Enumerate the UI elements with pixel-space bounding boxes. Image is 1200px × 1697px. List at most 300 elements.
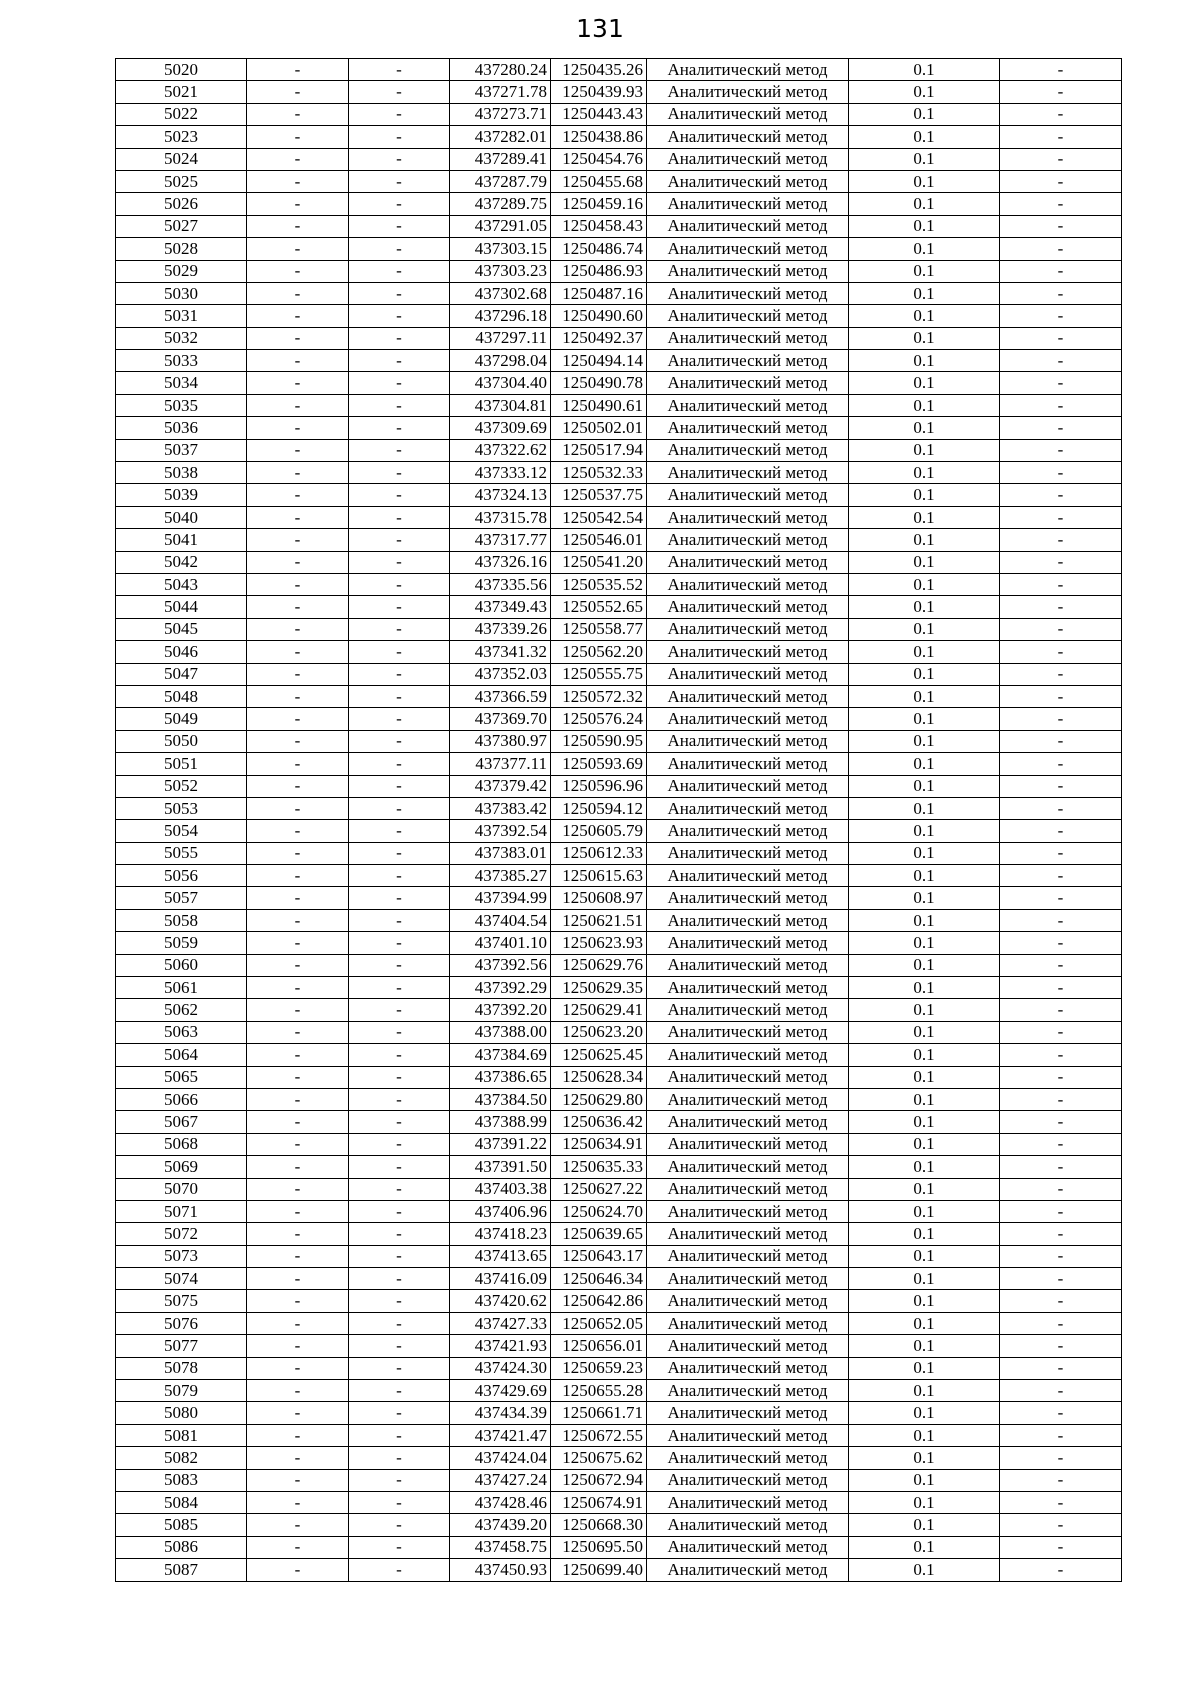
point-number-cell: 5031 bbox=[116, 305, 247, 327]
coord-x-cell: 437282.01 bbox=[450, 126, 551, 148]
accuracy-cell: 0.1 bbox=[849, 305, 1000, 327]
method-cell: Аналитический метод bbox=[647, 820, 849, 842]
note-cell: - bbox=[1000, 1559, 1122, 1581]
point-number-cell: 5028 bbox=[116, 238, 247, 260]
note-cell: - bbox=[1000, 1424, 1122, 1446]
accuracy-cell: 0.1 bbox=[849, 1335, 1000, 1357]
point-number-cell: 5083 bbox=[116, 1469, 247, 1491]
coord-x-cell: 437404.54 bbox=[450, 909, 551, 931]
empty-col-1-cell: - bbox=[247, 215, 349, 237]
note-cell: - bbox=[1000, 1178, 1122, 1200]
accuracy-cell: 0.1 bbox=[849, 1290, 1000, 1312]
method-cell: Аналитический метод bbox=[647, 1133, 849, 1155]
table-row bbox=[116, 1559, 1122, 1581]
note-cell: - bbox=[1000, 1290, 1122, 1312]
coord-y-cell: 1250558.77 bbox=[551, 618, 647, 640]
method-cell: Аналитический метод bbox=[647, 573, 849, 595]
method-cell: Аналитический метод bbox=[647, 1044, 849, 1066]
empty-col-1-cell: - bbox=[247, 685, 349, 707]
table-row bbox=[116, 1245, 1122, 1267]
accuracy-cell: 0.1 bbox=[849, 1044, 1000, 1066]
note-cell: - bbox=[1000, 708, 1122, 730]
point-number-cell: 5029 bbox=[116, 260, 247, 282]
accuracy-cell: 0.1 bbox=[849, 1223, 1000, 1245]
coord-x-cell: 437309.69 bbox=[450, 417, 551, 439]
coord-y-cell: 1250699.40 bbox=[551, 1559, 647, 1581]
empty-col-1-cell: - bbox=[247, 327, 349, 349]
coord-y-cell: 1250517.94 bbox=[551, 439, 647, 461]
coord-x-cell: 437352.03 bbox=[450, 663, 551, 685]
table-row bbox=[116, 820, 1122, 842]
empty-col-2-cell: - bbox=[349, 753, 450, 775]
empty-col-1-cell: - bbox=[247, 462, 349, 484]
empty-col-1-cell: - bbox=[247, 439, 349, 461]
coord-y-cell: 1250490.60 bbox=[551, 305, 647, 327]
method-cell: Аналитический метод bbox=[647, 1245, 849, 1267]
accuracy-cell: 0.1 bbox=[849, 1245, 1000, 1267]
empty-col-2-cell: - bbox=[349, 1492, 450, 1514]
point-number-cell: 5024 bbox=[116, 148, 247, 170]
accuracy-cell: 0.1 bbox=[849, 1178, 1000, 1200]
note-cell: - bbox=[1000, 977, 1122, 999]
method-cell: Аналитический метод bbox=[647, 1290, 849, 1312]
coord-y-cell: 1250542.54 bbox=[551, 506, 647, 528]
note-cell: - bbox=[1000, 1492, 1122, 1514]
point-number-cell: 5063 bbox=[116, 1021, 247, 1043]
method-cell: Аналитический метод bbox=[647, 1223, 849, 1245]
note-cell: - bbox=[1000, 126, 1122, 148]
empty-col-1-cell: - bbox=[247, 170, 349, 192]
empty-col-2-cell: - bbox=[349, 1559, 450, 1581]
empty-col-1-cell: - bbox=[247, 1290, 349, 1312]
method-cell: Аналитический метод bbox=[647, 842, 849, 864]
coord-y-cell: 1250490.78 bbox=[551, 372, 647, 394]
note-cell: - bbox=[1000, 1469, 1122, 1491]
accuracy-cell: 0.1 bbox=[849, 372, 1000, 394]
point-number-cell: 5082 bbox=[116, 1447, 247, 1469]
coord-y-cell: 1250576.24 bbox=[551, 708, 647, 730]
accuracy-cell: 0.1 bbox=[849, 685, 1000, 707]
method-cell: Аналитический метод bbox=[647, 260, 849, 282]
table-row bbox=[116, 977, 1122, 999]
accuracy-cell: 0.1 bbox=[849, 618, 1000, 640]
table-row bbox=[116, 842, 1122, 864]
coord-x-cell: 437386.65 bbox=[450, 1066, 551, 1088]
coord-y-cell: 1250594.12 bbox=[551, 797, 647, 819]
accuracy-cell: 0.1 bbox=[849, 663, 1000, 685]
accuracy-cell: 0.1 bbox=[849, 708, 1000, 730]
point-number-cell: 5036 bbox=[116, 417, 247, 439]
coord-y-cell: 1250623.20 bbox=[551, 1021, 647, 1043]
accuracy-cell: 0.1 bbox=[849, 350, 1000, 372]
table-row bbox=[116, 1402, 1122, 1424]
method-cell: Аналитический метод bbox=[647, 439, 849, 461]
empty-col-2-cell: - bbox=[349, 932, 450, 954]
table-row bbox=[116, 887, 1122, 909]
empty-col-2-cell: - bbox=[349, 1514, 450, 1536]
coord-x-cell: 437424.30 bbox=[450, 1357, 551, 1379]
empty-col-2-cell: - bbox=[349, 1268, 450, 1290]
empty-col-2-cell: - bbox=[349, 260, 450, 282]
accuracy-cell: 0.1 bbox=[849, 1380, 1000, 1402]
empty-col-1-cell: - bbox=[247, 126, 349, 148]
empty-col-1-cell: - bbox=[247, 708, 349, 730]
accuracy-cell: 0.1 bbox=[849, 977, 1000, 999]
accuracy-cell: 0.1 bbox=[849, 820, 1000, 842]
coord-y-cell: 1250608.97 bbox=[551, 887, 647, 909]
table-row bbox=[116, 1357, 1122, 1379]
empty-col-2-cell: - bbox=[349, 1536, 450, 1558]
point-number-cell: 5059 bbox=[116, 932, 247, 954]
point-number-cell: 5081 bbox=[116, 1424, 247, 1446]
empty-col-2-cell: - bbox=[349, 730, 450, 752]
accuracy-cell: 0.1 bbox=[849, 439, 1000, 461]
coord-x-cell: 437450.93 bbox=[450, 1559, 551, 1581]
table-row bbox=[116, 663, 1122, 685]
method-cell: Аналитический метод bbox=[647, 932, 849, 954]
note-cell: - bbox=[1000, 260, 1122, 282]
coord-x-cell: 437271.78 bbox=[450, 81, 551, 103]
accuracy-cell: 0.1 bbox=[849, 954, 1000, 976]
note-cell: - bbox=[1000, 730, 1122, 752]
method-cell: Аналитический метод bbox=[647, 1268, 849, 1290]
coord-x-cell: 437289.75 bbox=[450, 193, 551, 215]
coord-x-cell: 437388.99 bbox=[450, 1111, 551, 1133]
point-number-cell: 5053 bbox=[116, 797, 247, 819]
empty-col-1-cell: - bbox=[247, 1559, 349, 1581]
method-cell: Аналитический метод bbox=[647, 462, 849, 484]
note-cell: - bbox=[1000, 1044, 1122, 1066]
table-body bbox=[116, 59, 1122, 1582]
table-row bbox=[116, 238, 1122, 260]
point-number-cell: 5076 bbox=[116, 1312, 247, 1334]
table-row bbox=[116, 797, 1122, 819]
empty-col-2-cell: - bbox=[349, 327, 450, 349]
method-cell: Аналитический метод bbox=[647, 887, 849, 909]
table-row bbox=[116, 126, 1122, 148]
note-cell: - bbox=[1000, 865, 1122, 887]
coord-y-cell: 1250532.33 bbox=[551, 462, 647, 484]
empty-col-2-cell: - bbox=[349, 282, 450, 304]
point-number-cell: 5077 bbox=[116, 1335, 247, 1357]
note-cell: - bbox=[1000, 1111, 1122, 1133]
note-cell: - bbox=[1000, 954, 1122, 976]
empty-col-1-cell: - bbox=[247, 484, 349, 506]
note-cell: - bbox=[1000, 1021, 1122, 1043]
empty-col-2-cell: - bbox=[349, 238, 450, 260]
accuracy-cell: 0.1 bbox=[849, 81, 1000, 103]
method-cell: Аналитический метод bbox=[647, 753, 849, 775]
coord-x-cell: 437424.04 bbox=[450, 1447, 551, 1469]
point-number-cell: 5067 bbox=[116, 1111, 247, 1133]
note-cell: - bbox=[1000, 1200, 1122, 1222]
method-cell: Аналитический метод bbox=[647, 1424, 849, 1446]
point-number-cell: 5051 bbox=[116, 753, 247, 775]
empty-col-1-cell: - bbox=[247, 573, 349, 595]
point-number-cell: 5086 bbox=[116, 1536, 247, 1558]
empty-col-1-cell: - bbox=[247, 350, 349, 372]
method-cell: Аналитический метод bbox=[647, 1111, 849, 1133]
coord-x-cell: 437388.00 bbox=[450, 1021, 551, 1043]
coord-x-cell: 437392.29 bbox=[450, 977, 551, 999]
table-row bbox=[116, 1066, 1122, 1088]
empty-col-1-cell: - bbox=[247, 1178, 349, 1200]
method-cell: Аналитический метод bbox=[647, 708, 849, 730]
accuracy-cell: 0.1 bbox=[849, 1312, 1000, 1334]
coord-y-cell: 1250629.41 bbox=[551, 999, 647, 1021]
accuracy-cell: 0.1 bbox=[849, 1021, 1000, 1043]
coord-y-cell: 1250612.33 bbox=[551, 842, 647, 864]
empty-col-1-cell: - bbox=[247, 529, 349, 551]
note-cell: - bbox=[1000, 462, 1122, 484]
table-row bbox=[116, 1492, 1122, 1514]
coord-y-cell: 1250490.61 bbox=[551, 394, 647, 416]
method-cell: Аналитический метод bbox=[647, 1088, 849, 1110]
point-number-cell: 5073 bbox=[116, 1245, 247, 1267]
table-row bbox=[116, 1335, 1122, 1357]
point-number-cell: 5037 bbox=[116, 439, 247, 461]
table-row bbox=[116, 1424, 1122, 1446]
table-row bbox=[116, 439, 1122, 461]
empty-col-2-cell: - bbox=[349, 215, 450, 237]
method-cell: Аналитический метод bbox=[647, 1156, 849, 1178]
table-row bbox=[116, 551, 1122, 573]
table-row bbox=[116, 1312, 1122, 1334]
empty-col-1-cell: - bbox=[247, 1335, 349, 1357]
empty-col-2-cell: - bbox=[349, 350, 450, 372]
accuracy-cell: 0.1 bbox=[849, 596, 1000, 618]
coord-y-cell: 1250590.95 bbox=[551, 730, 647, 752]
empty-col-1-cell: - bbox=[247, 1514, 349, 1536]
point-number-cell: 5023 bbox=[116, 126, 247, 148]
coord-x-cell: 437406.96 bbox=[450, 1200, 551, 1222]
accuracy-cell: 0.1 bbox=[849, 1402, 1000, 1424]
coord-y-cell: 1250494.14 bbox=[551, 350, 647, 372]
note-cell: - bbox=[1000, 1066, 1122, 1088]
accuracy-cell: 0.1 bbox=[849, 1088, 1000, 1110]
accuracy-cell: 0.1 bbox=[849, 1133, 1000, 1155]
coord-x-cell: 437280.24 bbox=[450, 59, 551, 81]
coord-y-cell: 1250487.16 bbox=[551, 282, 647, 304]
note-cell: - bbox=[1000, 372, 1122, 394]
point-number-cell: 5040 bbox=[116, 506, 247, 528]
coord-x-cell: 437322.62 bbox=[450, 439, 551, 461]
coord-y-cell: 1250555.75 bbox=[551, 663, 647, 685]
coord-x-cell: 437377.11 bbox=[450, 753, 551, 775]
note-cell: - bbox=[1000, 305, 1122, 327]
point-number-cell: 5038 bbox=[116, 462, 247, 484]
table-row bbox=[116, 730, 1122, 752]
point-number-cell: 5045 bbox=[116, 618, 247, 640]
accuracy-cell: 0.1 bbox=[849, 1156, 1000, 1178]
accuracy-cell: 0.1 bbox=[849, 932, 1000, 954]
coord-x-cell: 437427.24 bbox=[450, 1469, 551, 1491]
method-cell: Аналитический метод bbox=[647, 730, 849, 752]
note-cell: - bbox=[1000, 350, 1122, 372]
empty-col-2-cell: - bbox=[349, 842, 450, 864]
method-cell: Аналитический метод bbox=[647, 977, 849, 999]
method-cell: Аналитический метод bbox=[647, 618, 849, 640]
coord-x-cell: 437385.27 bbox=[450, 865, 551, 887]
point-number-cell: 5043 bbox=[116, 573, 247, 595]
method-cell: Аналитический метод bbox=[647, 1559, 849, 1581]
empty-col-2-cell: - bbox=[349, 1312, 450, 1334]
note-cell: - bbox=[1000, 215, 1122, 237]
empty-col-2-cell: - bbox=[349, 506, 450, 528]
table-row bbox=[116, 170, 1122, 192]
table-row bbox=[116, 417, 1122, 439]
note-cell: - bbox=[1000, 797, 1122, 819]
coord-x-cell: 437296.18 bbox=[450, 305, 551, 327]
coord-y-cell: 1250652.05 bbox=[551, 1312, 647, 1334]
accuracy-cell: 0.1 bbox=[849, 327, 1000, 349]
table-row bbox=[116, 1044, 1122, 1066]
empty-col-1-cell: - bbox=[247, 1312, 349, 1334]
note-cell: - bbox=[1000, 1357, 1122, 1379]
method-cell: Аналитический метод bbox=[647, 350, 849, 372]
coord-y-cell: 1250537.75 bbox=[551, 484, 647, 506]
accuracy-cell: 0.1 bbox=[849, 775, 1000, 797]
coord-x-cell: 437392.56 bbox=[450, 954, 551, 976]
table-row bbox=[116, 954, 1122, 976]
table-row bbox=[116, 193, 1122, 215]
accuracy-cell: 0.1 bbox=[849, 506, 1000, 528]
point-number-cell: 5039 bbox=[116, 484, 247, 506]
note-cell: - bbox=[1000, 932, 1122, 954]
note-cell: - bbox=[1000, 59, 1122, 81]
table-row bbox=[116, 753, 1122, 775]
empty-col-2-cell: - bbox=[349, 1380, 450, 1402]
table-row bbox=[116, 909, 1122, 931]
empty-col-2-cell: - bbox=[349, 573, 450, 595]
empty-col-1-cell: - bbox=[247, 954, 349, 976]
empty-col-2-cell: - bbox=[349, 551, 450, 573]
table-row bbox=[116, 1290, 1122, 1312]
note-cell: - bbox=[1000, 820, 1122, 842]
note-cell: - bbox=[1000, 663, 1122, 685]
table-row bbox=[116, 1088, 1122, 1110]
coord-x-cell: 437339.26 bbox=[450, 618, 551, 640]
empty-col-1-cell: - bbox=[247, 1156, 349, 1178]
empty-col-1-cell: - bbox=[247, 1357, 349, 1379]
coord-x-cell: 437291.05 bbox=[450, 215, 551, 237]
empty-col-1-cell: - bbox=[247, 1469, 349, 1491]
coord-y-cell: 1250674.91 bbox=[551, 1492, 647, 1514]
note-cell: - bbox=[1000, 439, 1122, 461]
accuracy-cell: 0.1 bbox=[849, 462, 1000, 484]
empty-col-2-cell: - bbox=[349, 1044, 450, 1066]
empty-col-2-cell: - bbox=[349, 596, 450, 618]
coord-x-cell: 437394.99 bbox=[450, 887, 551, 909]
accuracy-cell: 0.1 bbox=[849, 887, 1000, 909]
coord-y-cell: 1250627.22 bbox=[551, 1178, 647, 1200]
accuracy-cell: 0.1 bbox=[849, 1559, 1000, 1581]
coord-y-cell: 1250621.51 bbox=[551, 909, 647, 931]
table-row bbox=[116, 394, 1122, 416]
coord-x-cell: 437434.39 bbox=[450, 1402, 551, 1424]
table-row bbox=[116, 708, 1122, 730]
accuracy-cell: 0.1 bbox=[849, 282, 1000, 304]
point-number-cell: 5032 bbox=[116, 327, 247, 349]
method-cell: Аналитический метод bbox=[647, 372, 849, 394]
note-cell: - bbox=[1000, 1380, 1122, 1402]
method-cell: Аналитический метод bbox=[647, 506, 849, 528]
empty-col-2-cell: - bbox=[349, 618, 450, 640]
empty-col-2-cell: - bbox=[349, 887, 450, 909]
table-row bbox=[116, 1223, 1122, 1245]
coord-x-cell: 437418.23 bbox=[450, 1223, 551, 1245]
method-cell: Аналитический метод bbox=[647, 797, 849, 819]
note-cell: - bbox=[1000, 1223, 1122, 1245]
method-cell: Аналитический метод bbox=[647, 305, 849, 327]
method-cell: Аналитический метод bbox=[647, 1357, 849, 1379]
coord-x-cell: 437421.47 bbox=[450, 1424, 551, 1446]
point-number-cell: 5020 bbox=[116, 59, 247, 81]
accuracy-cell: 0.1 bbox=[849, 551, 1000, 573]
note-cell: - bbox=[1000, 618, 1122, 640]
coord-y-cell: 1250661.71 bbox=[551, 1402, 647, 1424]
empty-col-1-cell: - bbox=[247, 59, 349, 81]
coord-x-cell: 437391.50 bbox=[450, 1156, 551, 1178]
empty-col-1-cell: - bbox=[247, 596, 349, 618]
empty-col-2-cell: - bbox=[349, 439, 450, 461]
empty-col-2-cell: - bbox=[349, 1021, 450, 1043]
coord-x-cell: 437383.01 bbox=[450, 842, 551, 864]
accuracy-cell: 0.1 bbox=[849, 730, 1000, 752]
note-cell: - bbox=[1000, 551, 1122, 573]
note-cell: - bbox=[1000, 417, 1122, 439]
empty-col-1-cell: - bbox=[247, 81, 349, 103]
empty-col-1-cell: - bbox=[247, 730, 349, 752]
table-row bbox=[116, 865, 1122, 887]
coord-y-cell: 1250656.01 bbox=[551, 1335, 647, 1357]
coord-y-cell: 1250486.74 bbox=[551, 238, 647, 260]
coord-y-cell: 1250629.35 bbox=[551, 977, 647, 999]
table-row bbox=[116, 1469, 1122, 1491]
empty-col-1-cell: - bbox=[247, 1447, 349, 1469]
note-cell: - bbox=[1000, 685, 1122, 707]
coord-y-cell: 1250535.52 bbox=[551, 573, 647, 595]
method-cell: Аналитический метод bbox=[647, 238, 849, 260]
point-number-cell: 5058 bbox=[116, 909, 247, 931]
empty-col-1-cell: - bbox=[247, 1021, 349, 1043]
coord-x-cell: 437289.41 bbox=[450, 148, 551, 170]
coord-x-cell: 437326.16 bbox=[450, 551, 551, 573]
point-number-cell: 5025 bbox=[116, 170, 247, 192]
table-row bbox=[116, 1133, 1122, 1155]
method-cell: Аналитический метод bbox=[647, 663, 849, 685]
coord-y-cell: 1250636.42 bbox=[551, 1111, 647, 1133]
table-row bbox=[116, 1178, 1122, 1200]
method-cell: Аналитический метод bbox=[647, 126, 849, 148]
empty-col-2-cell: - bbox=[349, 170, 450, 192]
coord-y-cell: 1250624.70 bbox=[551, 1200, 647, 1222]
empty-col-2-cell: - bbox=[349, 954, 450, 976]
note-cell: - bbox=[1000, 506, 1122, 528]
coord-y-cell: 1250443.43 bbox=[551, 103, 647, 125]
coord-y-cell: 1250655.28 bbox=[551, 1380, 647, 1402]
empty-col-2-cell: - bbox=[349, 685, 450, 707]
coord-x-cell: 437302.68 bbox=[450, 282, 551, 304]
accuracy-cell: 0.1 bbox=[849, 1514, 1000, 1536]
empty-col-2-cell: - bbox=[349, 1245, 450, 1267]
empty-col-2-cell: - bbox=[349, 1357, 450, 1379]
empty-col-2-cell: - bbox=[349, 148, 450, 170]
empty-col-2-cell: - bbox=[349, 1111, 450, 1133]
accuracy-cell: 0.1 bbox=[849, 484, 1000, 506]
method-cell: Аналитический метод bbox=[647, 1021, 849, 1043]
coordinates-table bbox=[115, 58, 1122, 1582]
